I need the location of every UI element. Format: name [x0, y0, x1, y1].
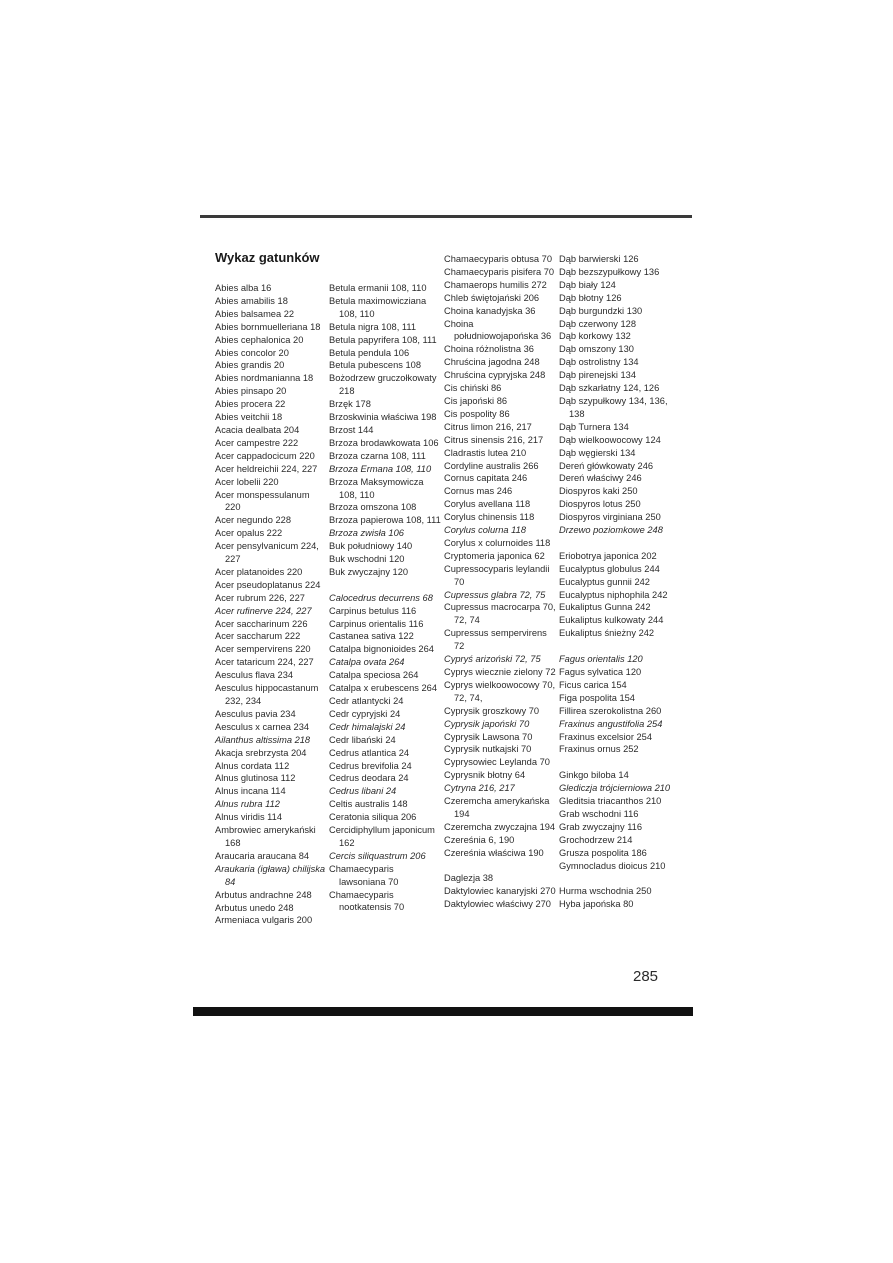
index-entry: Cyprysik Lawsona 70	[444, 731, 533, 742]
index-entry: Eucalyptus gunnii 242	[559, 576, 650, 587]
index-entry: Czeremcha amerykańska 194	[444, 796, 550, 819]
index-entry: Armeniaca vulgaris 200	[215, 915, 313, 926]
index-entry: Araukaria (igława) chilijska 84	[215, 863, 326, 887]
section-gap	[329, 579, 441, 592]
index-entry: Acer lobelii 220	[215, 476, 279, 487]
index-entry: Ambrowiec amerykański 168	[215, 825, 316, 848]
index-entry: Aesculus x carnea 234	[215, 721, 310, 732]
index-entry: Fraxinus ornus 252	[559, 744, 639, 755]
index-entry: Abies pinsapo 20	[215, 386, 287, 397]
index-entry: Hyba japońska 80	[559, 899, 634, 910]
index-entry: Acer rufinerve 224, 227	[215, 605, 312, 616]
index-entry: Araucaria araucana 84	[215, 850, 310, 861]
index-entry: Eukaliptus śnieżny 242	[559, 628, 655, 639]
index-entry: Chleb świętojański 206	[444, 292, 540, 303]
index-entry: Eucalyptus niphophila 242	[559, 589, 668, 600]
index-entry: Abies procera 22	[215, 399, 286, 410]
index-entry: Alnus glutinosa 112	[215, 773, 296, 784]
index-entry: Abies bornmuelleriana 18	[215, 321, 321, 332]
index-entry: Choina różnolistna 36	[444, 344, 534, 355]
index-entry: Eukaliptus Gunna 242	[559, 602, 651, 613]
index-entry: Cedrus deodara 24	[329, 773, 409, 784]
index-entry: Chamaecyparis pisifera 70	[444, 266, 555, 277]
index-entry: Arbutus andrachne 248	[215, 889, 312, 900]
index-entry: Cercis siliquastrum 206	[329, 850, 426, 861]
index-entry: Dereń główkowaty 246	[559, 460, 654, 471]
index-entry: Dąb szkarłatny 124, 126	[559, 383, 660, 394]
index-entry: Acer pseudoplatanus 224	[215, 579, 321, 590]
index-entry: Dąb burgundzki 130	[559, 305, 643, 316]
index-entry: Fagus orientalis 120	[559, 654, 643, 665]
index-entry: Cedr cypryjski 24	[329, 708, 401, 719]
index-entry: Brzoza papierowa 108, 111	[329, 515, 441, 526]
index-entry: Acer cappadocicum 220	[215, 450, 315, 461]
index-entry: Aesculus flava 234	[215, 670, 294, 681]
index-entry: Acer monspessulanum 220	[215, 489, 310, 513]
index-entry: Calocedrus decurrens 68	[329, 592, 433, 603]
index-entry: Cyprysik groszkowy 70	[444, 705, 540, 716]
index-column-2	[329, 282, 441, 914]
index-entry: Czeremcha zwyczajna 194	[444, 821, 556, 832]
index-entry: Cyprysik nutkajski 70	[444, 744, 532, 755]
top-rule	[200, 215, 692, 218]
index-entry: Diospyros virginiana 250	[559, 512, 661, 523]
index-entry: Cedr himalajski 24	[329, 721, 406, 732]
index-entry: Corylus avellana 118	[444, 499, 531, 510]
index-entry: Buk wschodni 120	[329, 554, 405, 565]
index-entry: Dąb ostrolistny 134	[559, 357, 639, 368]
index-entry: Dąb Turnera 134	[559, 421, 629, 432]
page-number: 285	[633, 968, 659, 985]
index-entry: Ailanthus altissima 218	[215, 734, 311, 745]
index-entry: Cryptomeria japonica 62	[444, 550, 545, 561]
index-entry: Daktylowiec właściwy 270	[444, 899, 551, 910]
index-entry: Brzoza Ermana 108, 110	[329, 463, 432, 474]
index-entry: Cis japoński 86	[444, 395, 508, 406]
index-entry: Alnus rubra 112	[215, 799, 280, 810]
index-entry: Dąb bezszypułkowy 136	[559, 266, 660, 277]
index-entry: Acacia dealbata 204	[215, 424, 300, 435]
index-entry: Fraxinus angustifolia 254	[559, 718, 663, 729]
index-entry: Catalpa speciosa 264	[329, 670, 419, 681]
index-entry: Cyprys wielkoowocowy 70, 72, 74,	[444, 679, 556, 703]
index-entry: Czereśnia właściwa 190	[444, 847, 544, 858]
index-entry: Dąb węgierski 134	[559, 447, 636, 458]
index-entry: Abies nordmanianna 18	[215, 373, 314, 384]
index-entry: Brzęk 178	[329, 399, 371, 410]
index-entry: Acer sempervirens 220	[215, 644, 311, 655]
index-entry: Cis pospolity 86	[444, 408, 510, 419]
index-entry: Grochodrzew 214	[559, 834, 633, 845]
index-entry: Chamaecyparis nootkatensis 70	[329, 889, 405, 913]
index-entry: Buk zwyczajny 120	[329, 566, 409, 577]
index-entry: Dąb szypułkowy 134, 136, 138	[559, 395, 668, 419]
index-entry: Abies veitchii 18	[215, 412, 283, 423]
index-entry: Acer platanoides 220	[215, 566, 303, 577]
index-entry: Dąb błotny 126	[559, 292, 622, 303]
index-entry: Brzoza czarna 108, 111	[329, 450, 426, 461]
index-entry: Dąb barwierski 126	[559, 254, 639, 264]
index-entry: Drzewo poziomkowe 248	[559, 525, 663, 536]
index-entry: Ficus carica 154	[559, 679, 627, 690]
index-entry: Alnus cordata 112	[215, 760, 290, 771]
index-entry: Dereń właściwy 246	[559, 473, 642, 484]
index-entry: Cornus capitata 246	[444, 473, 528, 484]
index-entry: Dąb omszony 130	[559, 344, 634, 355]
index-entry: Gleditsia triacanthos 210	[559, 796, 662, 807]
index-entry: Citrus sinensis 216, 217	[444, 434, 544, 445]
index-entry: Choina południowojapońska 36	[444, 318, 552, 342]
index-entry: Eukaliptus kulkowaty 244	[559, 615, 664, 626]
index-entry: Eucalyptus globulus 244	[559, 563, 660, 574]
index-entry: Alnus incana 114	[215, 786, 286, 797]
index-entry: Akacja srebrzysta 204	[215, 747, 307, 758]
index-entry: Catalpa ovata 264	[329, 657, 405, 668]
index-entry: Dąb pirenejski 134	[559, 370, 637, 381]
index-entry: Abies concolor 20	[215, 347, 289, 358]
index-entry: Cedrus atlantica 24	[329, 747, 410, 758]
index-entry: Catalpa bignonioides 264	[329, 644, 434, 655]
index-entry: Dąb wielkoowocowy 124	[559, 434, 661, 445]
index-entry: Corylus x colurnoides 118	[444, 537, 551, 548]
index-entry: Acer negundo 228	[215, 515, 291, 526]
index-entry: Grab wschodni 116	[559, 808, 639, 819]
index-entry: Cladrastis lutea 210	[444, 447, 527, 458]
index-entry: Eriobotrya japonica 202	[559, 550, 657, 561]
index-entry: Grusza pospolita 186	[559, 847, 647, 858]
index-entry: Acer pensylvanicum 224, 227	[215, 541, 319, 565]
index-entry: Gymnocladus dioicus 210	[559, 860, 666, 871]
index-entry: Dąb korkowy 132	[559, 331, 631, 342]
section-gap	[559, 537, 671, 550]
index-entry: Chruścina jagodna 248	[444, 357, 540, 368]
index-entry: Abies alba 16	[215, 283, 272, 293]
index-entry: Brzoza omszona 108	[329, 502, 417, 513]
index-entry: Chruścina cypryjska 248	[444, 370, 546, 381]
index-entry: Corylus colurna 118	[444, 525, 526, 536]
section-gap	[444, 860, 556, 873]
index-entry: Czereśnia 6, 190	[444, 834, 515, 845]
index-entry: Fagus sylvatica 120	[559, 666, 642, 677]
index-entry: Daktylowiec kanaryjski 270	[444, 886, 556, 897]
index-entry: Buk południowy 140	[329, 541, 413, 552]
section-gap	[559, 872, 671, 885]
index-entry: Betula papyrifera 108, 111	[329, 334, 437, 345]
index-entry: Cupressus glabra 72, 75	[444, 589, 546, 600]
index-entry: Corylus chinensis 118	[444, 512, 535, 523]
index-entry: Cedrus libani 24	[329, 786, 397, 797]
index-column-3	[444, 253, 556, 911]
index-entry: Brzoza zwisła 106	[329, 528, 404, 539]
index-entry: Brzoza brodawkowata 106	[329, 437, 439, 448]
index-entry: Carpinus betulus 116	[329, 605, 417, 616]
index-entry: Betula pubescens 108	[329, 360, 422, 371]
index-entry: Dąb czerwony 128	[559, 318, 636, 329]
index-entry: Abies grandis 20	[215, 360, 285, 371]
index-entry: Ginkgo biloba 14	[559, 770, 629, 781]
index-entry: Bożodrzew gruczołkowaty 218	[329, 373, 437, 397]
bottom-rule	[193, 1007, 693, 1016]
index-entry: Acer saccharum 222	[215, 631, 301, 642]
index-entry: Glediczja trójcierniowa 210	[559, 783, 671, 794]
index-entry: Chamaecyparis obtusa 70	[444, 254, 553, 264]
index-entry: Cyprysowiec Leylanda 70	[444, 757, 550, 768]
index-entry: Fillirea szerokolistna 260	[559, 705, 662, 716]
index-entry: Carpinus orientalis 116	[329, 618, 424, 629]
index-entry: Fraxinus excelsior 254	[559, 731, 653, 742]
index-entry: Figa pospolita 154	[559, 692, 635, 703]
index-entry: Abies balsamea 22	[215, 308, 295, 319]
index-entry: Acer opalus 222	[215, 528, 283, 539]
index-entry: Celtis australis 148	[329, 799, 408, 810]
index-entry: Citrus limon 216, 217	[444, 421, 532, 432]
index-entry: Choina kanadyjska 36	[444, 305, 536, 316]
index-entry: Arbutus unedo 248	[215, 902, 294, 913]
index-entry: Alnus viridis 114	[215, 812, 283, 823]
index-entry: Aesculus pavia 234	[215, 708, 296, 719]
index-entry: Dąb biały 124	[559, 279, 616, 290]
index-entry: Acer saccharinum 226	[215, 618, 308, 629]
index-entry: Diospyros kaki 250	[559, 486, 638, 497]
index-column-1	[215, 282, 327, 927]
index-entry: Acer heldreichii 224, 227	[215, 463, 318, 474]
index-entry: Betula nigra 108, 111	[329, 321, 417, 332]
index-entry: Cupressus macrocarpa 70, 72, 74	[444, 602, 556, 626]
index-entry: Acer tataricum 224, 227	[215, 657, 314, 668]
index-entry: Acer campestre 222	[215, 437, 299, 448]
index-entry: Diospyros lotus 250	[559, 499, 641, 510]
index-entry: Cis chiński 86	[444, 383, 502, 394]
index-entry: Betula ermanii 108, 110	[329, 283, 427, 293]
index-entry: Brzoskwinia właściwa 198	[329, 412, 437, 423]
section-gap	[559, 640, 671, 653]
index-entry: Abies cephalonica 20	[215, 334, 304, 345]
index-entry: Hurma wschodnia 250	[559, 886, 652, 897]
index-entry: Cyprysik japoński 70	[444, 718, 530, 729]
index-entry: Grab zwyczajny 116	[559, 821, 643, 832]
section-gap	[559, 756, 671, 769]
index-entry: Daglezja 38	[444, 873, 494, 884]
index-entry: Cupressus sempervirens 72	[444, 628, 547, 652]
index-entry: Cercidiphyllum japonicum 162	[329, 825, 435, 848]
index-entry: Acer rubrum 226, 227	[215, 592, 305, 603]
index-column-4	[559, 253, 671, 911]
index-entry: Cedr atlantycki 24	[329, 695, 404, 706]
index-entry: Castanea sativa 122	[329, 631, 414, 642]
index-entry: Cyprys wiecznie zielony 72	[444, 667, 556, 677]
index-entry: Cytryna 216, 217	[444, 783, 515, 794]
index-entry: Betula maximowicziana 108, 110	[329, 295, 427, 319]
index-entry: Chamaerops humilis 272	[444, 279, 547, 290]
index-entry: Abies amabilis 18	[215, 295, 288, 306]
index-entry: Chamaecyparis lawsoniana 70	[329, 863, 399, 887]
index-entry: Brzoza Maksymowicza 108, 110	[329, 476, 424, 500]
index-entry: Cupressocyparis leylandii 70	[444, 563, 550, 587]
index-entry: Catalpa x erubescens 264	[329, 683, 438, 694]
index-entry: Cedrus brevifolia 24	[329, 760, 412, 771]
index-entry: Cedr libański 24	[329, 734, 396, 745]
index-entry: Aesculus hippocastanum 232, 234	[215, 683, 319, 706]
index-entry: Cypryś arizoński 72, 75	[444, 654, 541, 665]
index-title: Wykaz gatunków	[215, 250, 320, 265]
index-entry: Cyprysnik błotny 64	[444, 770, 526, 781]
index-entry: Brzost 144	[329, 424, 374, 435]
index-entry: Cordyline australis 266	[444, 460, 539, 471]
index-entry: Betula pendula 106	[329, 347, 410, 358]
index-entry: Cornus mas 246	[444, 486, 513, 497]
index-entry: Ceratonia siliqua 206	[329, 812, 417, 823]
